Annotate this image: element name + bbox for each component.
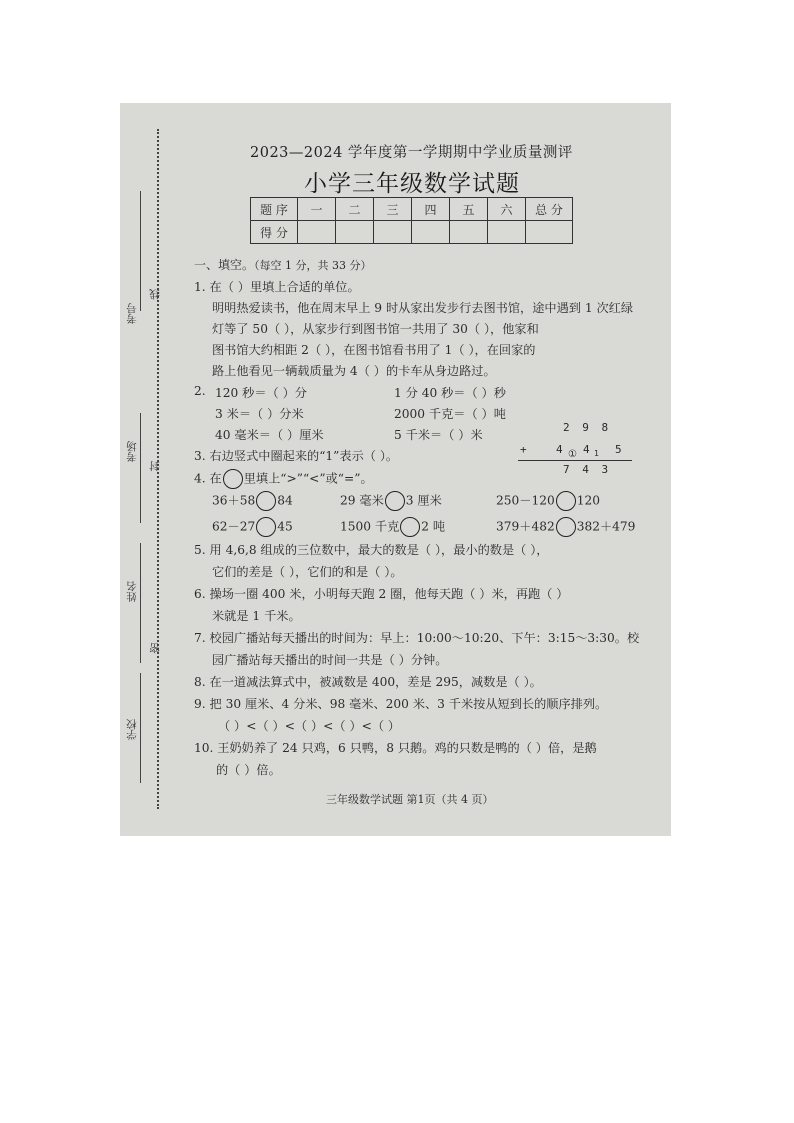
score-entry-cell[interactable] (412, 221, 450, 244)
compare-left: 62－27 (212, 519, 256, 534)
compare-right: 84 (277, 493, 293, 508)
compare-left: 36＋58 (212, 493, 256, 508)
vertical-calc-mid-b: 4 (583, 443, 590, 456)
compare-left: 1500 千克 (340, 519, 400, 534)
q1-line1: 明明热爱读书，他在周末早上 9 时从家出发步行去图书馆，途中遇到 1 次红绿 (212, 301, 634, 315)
vertical-calc-mid-c: 5 (615, 443, 622, 456)
score-table-cell: 得 分 (251, 221, 298, 244)
score-table (250, 197, 573, 244)
q2-item-b: 1 分 40 秒＝（ ）秒 (394, 386, 506, 400)
answer-circle-1[interactable] (256, 491, 276, 511)
label-xuexiao: 学校 (126, 719, 138, 740)
score-entry-cell[interactable] (526, 221, 573, 244)
q9-line1: 9. 把 30 厘米、4 分米、98 毫米、200 米、3 千米按从短到长的顺序排列。 (194, 697, 608, 711)
score-table-cell: 三 (374, 198, 412, 221)
q4-compare-6 (496, 517, 635, 537)
q1-line3: 图书馆大约相距 2（ ），在图书馆看书用了 1（ ），在回家的 (212, 343, 536, 357)
q9-line2: （ ）<（ ）<（ ）<（ ）<（ ） (218, 719, 401, 733)
q4-compare-1 (212, 491, 293, 511)
score-table-cell: 一 (298, 198, 336, 221)
compare-circle-icon (223, 469, 243, 489)
score-entry-cell[interactable] (336, 221, 374, 244)
circled-one: ① (568, 449, 577, 460)
q2-item-f: 5 千米＝（ ）米 (394, 428, 483, 442)
q5-line2: 它们的差是（ ），它们的和是（ ）。 (212, 565, 403, 579)
q4-stem (194, 469, 373, 489)
q7-line1: 7. 校园广播站每天播出的时间为：早上：10:00～10:20、下午：3:15～3:30。校 (194, 631, 640, 645)
vertical-calc-plus: + (520, 443, 527, 456)
q2-item-a: 120 秒＝（ ）分 (215, 386, 307, 400)
compare-right: 120 (576, 493, 600, 508)
section-title: 一、填空。 (194, 258, 255, 272)
q4-compare-4 (212, 517, 293, 537)
score-table-cell: 二 (336, 198, 374, 221)
score-table-score-row (251, 221, 573, 244)
q4-compare-5 (340, 517, 445, 537)
section-heading (194, 256, 372, 273)
xuexiao-underline (140, 673, 141, 783)
score-table-cell: 六 (488, 198, 526, 221)
answer-circle-5[interactable] (400, 517, 420, 537)
q1-line4: 路上他看见一辆载质量为 4（ ）的卡车从身边路过。 (212, 364, 496, 378)
vertical-calc-result: 7 4 3 (563, 463, 612, 476)
scanned-exam-photo (120, 103, 671, 836)
answer-circle-4[interactable] (256, 517, 276, 537)
q1-stem: 1. 在（ ）里填上合适的单位。 (194, 280, 360, 294)
answer-circle-3[interactable] (556, 491, 576, 511)
label-xingming: 姓名 (126, 581, 138, 602)
score-entry-cell[interactable] (450, 221, 488, 244)
vertical-calc-top: 2 9 8 (563, 421, 612, 434)
q4-compare-2 (340, 491, 442, 511)
q5-line1: 5. 用 4,6,8 组成的三位数中，最大的数是（ ），最小的数是（ ）， (194, 543, 549, 557)
q4-stem-a: 4. 在 (194, 471, 222, 486)
kaochang-underline (140, 413, 141, 523)
score-table-cell: 总 分 (526, 198, 573, 221)
score-entry-cell[interactable] (374, 221, 412, 244)
answer-circle-6[interactable] (556, 517, 576, 537)
q10-line2: 的（ ）倍。 (216, 763, 281, 777)
kaohao-underline (140, 191, 141, 311)
exam-term-title: 2023—2024 学年度第一学期期中学业质量测评 (250, 145, 573, 161)
q2-number: 2. (194, 384, 206, 398)
q3-text: 3. 右边竖式中圈起来的“1”表示（ ）。 (194, 449, 399, 463)
compare-left: 29 毫米 (340, 493, 384, 508)
page-footer: 三年级数学试题 第1页（共 4 页） (326, 793, 494, 806)
q6-line1: 6. 操场一圈 400 米，小明每天跑 2 圈，他每天跑（ ）米，再跑（ ） (194, 587, 569, 601)
q2-item-e: 40 毫米＝（ ）厘米 (215, 428, 324, 442)
vertical-calc-mid-a: 4 (556, 443, 563, 456)
label-kaohao: 考号 (126, 303, 138, 324)
q4-compare-3 (496, 491, 600, 511)
score-table-cell: 题 序 (251, 198, 298, 221)
label-kaochang: 考场 (126, 441, 138, 462)
section-score-note: （每空 1 分，共 33 分） (254, 259, 372, 272)
score-entry-cell[interactable] (298, 221, 336, 244)
vertical-calc-rule (518, 460, 632, 461)
q2-item-c: 3 米＝（ ）分米 (215, 407, 304, 421)
q6-line2: 米就是 1 千米。 (212, 609, 301, 623)
q7-line2: 园广播站每天播出的时间一共是（ ）分钟。 (212, 653, 448, 667)
compare-left: 379＋482 (496, 519, 555, 534)
compare-right: 382＋479 (576, 519, 636, 534)
score-entry-cell[interactable] (488, 221, 526, 244)
compare-right: 45 (277, 519, 293, 534)
score-table-cell: 五 (450, 198, 488, 221)
seal-xian: 线 (149, 289, 161, 300)
compare-right: 2 吨 (421, 519, 446, 534)
compare-left: 250－120 (496, 493, 555, 508)
xingming-underline (140, 543, 141, 663)
q1-line2: 灯等了 50（ ），从家步行到图书馆一共用了 30（ ），他家和 (212, 322, 539, 336)
exam-title: 小学三年级数学试题 (304, 171, 520, 197)
q4-stem-b: 里填上“>”“<”或“=”。 (243, 471, 373, 486)
score-table-cell: 四 (412, 198, 450, 221)
q8-line1: 8. 在一道减法算式中，被减数是 400，差是 295，减数是（ ）。 (194, 675, 542, 689)
seal-feng: 封 (149, 461, 161, 472)
q10-line1: 10. 王奶奶养了 24 只鸡，6 只鸭，8 只鹅。鸡的只数是鸭的（ ）倍，是鹅 (194, 741, 597, 755)
score-table-header-row (251, 198, 573, 221)
compare-right: 3 厘米 (405, 493, 442, 508)
carry-one: 1 (594, 449, 599, 458)
answer-circle-2[interactable] (385, 491, 405, 511)
q2-item-d: 2000 千克＝（ ）吨 (394, 407, 506, 421)
seal-mi: 密 (149, 643, 161, 654)
